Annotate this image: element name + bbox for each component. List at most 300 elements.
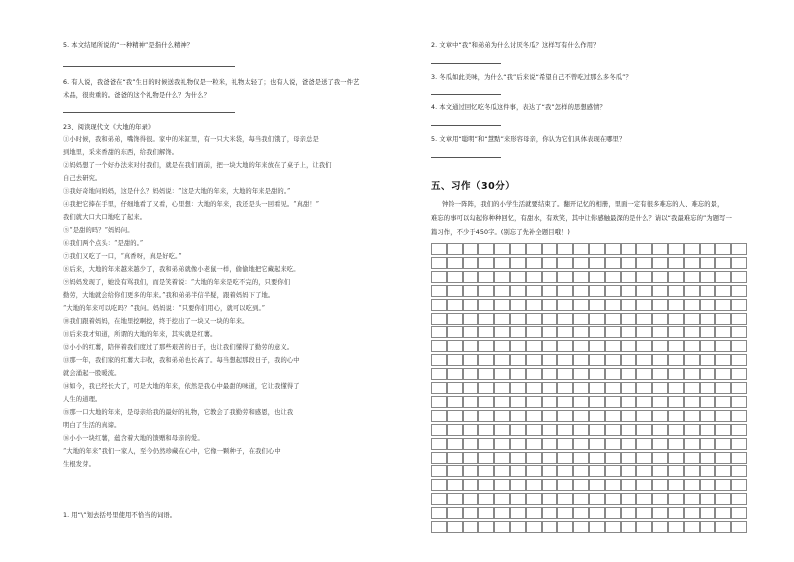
grid-cell[interactable]	[510, 452, 526, 464]
grid-cell[interactable]	[478, 326, 494, 338]
grid-cell[interactable]	[605, 521, 621, 533]
grid-cell[interactable]	[605, 257, 621, 269]
grid-cell[interactable]	[684, 521, 700, 533]
grid-cell[interactable]	[494, 438, 510, 450]
grid-cell[interactable]	[700, 465, 716, 477]
grid-cell[interactable]	[589, 424, 605, 436]
grid-cell[interactable]	[605, 493, 621, 505]
grid-cell[interactable]	[447, 313, 463, 325]
grid-cell[interactable]	[684, 243, 700, 255]
grid-cell[interactable]	[510, 438, 526, 450]
grid-cell[interactable]	[700, 396, 716, 408]
grid-cell[interactable]	[447, 271, 463, 283]
grid-cell[interactable]	[478, 257, 494, 269]
grid-cell[interactable]	[494, 452, 510, 464]
grid-cell[interactable]	[478, 368, 494, 380]
grid-cell[interactable]	[447, 326, 463, 338]
grid-cell[interactable]	[731, 465, 747, 477]
grid-cell[interactable]	[605, 479, 621, 491]
grid-cell[interactable]	[621, 313, 637, 325]
grid-cell[interactable]	[463, 285, 479, 297]
grid-cell[interactable]	[463, 340, 479, 352]
grid-cell[interactable]	[494, 424, 510, 436]
grid-cell[interactable]	[447, 382, 463, 394]
grid-cell[interactable]	[700, 313, 716, 325]
grid-cell[interactable]	[557, 257, 573, 269]
grid-cell[interactable]	[621, 271, 637, 283]
grid-cell[interactable]	[700, 271, 716, 283]
grid-cell[interactable]	[463, 326, 479, 338]
grid-cell[interactable]	[526, 313, 542, 325]
grid-cell[interactable]	[636, 493, 652, 505]
grid-cell[interactable]	[652, 340, 668, 352]
grid-cell[interactable]	[684, 465, 700, 477]
grid-cell[interactable]	[526, 479, 542, 491]
grid-cell[interactable]	[542, 271, 558, 283]
grid-cell[interactable]	[447, 521, 463, 533]
grid-cell[interactable]	[700, 340, 716, 352]
grid-cell[interactable]	[636, 271, 652, 283]
grid-cell[interactable]	[494, 257, 510, 269]
grid-cell[interactable]	[526, 271, 542, 283]
grid-cell[interactable]	[447, 285, 463, 297]
grid-cell[interactable]	[589, 438, 605, 450]
grid-cell[interactable]	[526, 257, 542, 269]
grid-cell[interactable]	[636, 382, 652, 394]
grid-cell[interactable]	[494, 285, 510, 297]
grid-cell[interactable]	[494, 243, 510, 255]
grid-cell[interactable]	[589, 285, 605, 297]
grid-cell[interactable]	[510, 396, 526, 408]
grid-cell[interactable]	[715, 382, 731, 394]
grid-cell[interactable]	[557, 368, 573, 380]
grid-cell[interactable]	[715, 424, 731, 436]
grid-cell[interactable]	[731, 299, 747, 311]
grid-cell[interactable]	[494, 299, 510, 311]
grid-cell[interactable]	[668, 299, 684, 311]
grid-cell[interactable]	[668, 271, 684, 283]
grid-cell[interactable]	[526, 465, 542, 477]
grid-cell[interactable]	[684, 257, 700, 269]
grid-cell[interactable]	[589, 257, 605, 269]
grid-cell[interactable]	[700, 507, 716, 519]
grid-cell[interactable]	[715, 438, 731, 450]
grid-cell[interactable]	[605, 340, 621, 352]
grid-cell[interactable]	[478, 382, 494, 394]
grid-cell[interactable]	[510, 257, 526, 269]
grid-cell[interactable]	[589, 326, 605, 338]
grid-cell[interactable]	[510, 326, 526, 338]
grid-cell[interactable]	[636, 410, 652, 422]
grid-cell[interactable]	[731, 354, 747, 366]
grid-cell[interactable]	[700, 493, 716, 505]
grid-cell[interactable]	[715, 368, 731, 380]
grid-cell[interactable]	[573, 313, 589, 325]
grid-cell[interactable]	[652, 507, 668, 519]
grid-cell[interactable]	[589, 382, 605, 394]
grid-cell[interactable]	[652, 452, 668, 464]
grid-cell[interactable]	[731, 257, 747, 269]
grid-cell[interactable]	[731, 396, 747, 408]
grid-cell[interactable]	[431, 493, 447, 505]
grid-cell[interactable]	[463, 465, 479, 477]
grid-cell[interactable]	[510, 285, 526, 297]
grid-cell[interactable]	[700, 243, 716, 255]
grid-cell[interactable]	[700, 479, 716, 491]
grid-cell[interactable]	[589, 313, 605, 325]
grid-cell[interactable]	[557, 493, 573, 505]
grid-cell[interactable]	[589, 521, 605, 533]
grid-cell[interactable]	[621, 507, 637, 519]
grid-cell[interactable]	[589, 299, 605, 311]
grid-cell[interactable]	[557, 507, 573, 519]
grid-cell[interactable]	[573, 326, 589, 338]
grid-cell[interactable]	[447, 479, 463, 491]
grid-cell[interactable]	[447, 243, 463, 255]
grid-cell[interactable]	[700, 410, 716, 422]
grid-cell[interactable]	[573, 424, 589, 436]
grid-cell[interactable]	[715, 243, 731, 255]
grid-cell[interactable]	[542, 382, 558, 394]
grid-cell[interactable]	[731, 368, 747, 380]
grid-cell[interactable]	[494, 271, 510, 283]
grid-cell[interactable]	[526, 382, 542, 394]
grid-cell[interactable]	[447, 493, 463, 505]
grid-cell[interactable]	[652, 257, 668, 269]
grid-cell[interactable]	[684, 354, 700, 366]
grid-cell[interactable]	[463, 368, 479, 380]
grid-cell[interactable]	[700, 424, 716, 436]
grid-cell[interactable]	[684, 313, 700, 325]
grid-cell[interactable]	[463, 299, 479, 311]
grid-cell[interactable]	[652, 271, 668, 283]
grid-cell[interactable]	[573, 465, 589, 477]
grid-cell[interactable]	[542, 340, 558, 352]
grid-cell[interactable]	[652, 465, 668, 477]
grid-cell[interactable]	[700, 382, 716, 394]
grid-cell[interactable]	[542, 243, 558, 255]
grid-cell[interactable]	[684, 326, 700, 338]
grid-cell[interactable]	[715, 465, 731, 477]
grid-cell[interactable]	[510, 271, 526, 283]
grid-cell[interactable]	[715, 507, 731, 519]
grid-cell[interactable]	[557, 271, 573, 283]
grid-cell[interactable]	[700, 354, 716, 366]
grid-cell[interactable]	[589, 507, 605, 519]
grid-cell[interactable]	[652, 521, 668, 533]
grid-cell[interactable]	[494, 479, 510, 491]
grid-cell[interactable]	[636, 424, 652, 436]
grid-cell[interactable]	[573, 340, 589, 352]
grid-cell[interactable]	[652, 410, 668, 422]
grid-cell[interactable]	[478, 340, 494, 352]
grid-cell[interactable]	[589, 410, 605, 422]
grid-cell[interactable]	[652, 313, 668, 325]
grid-cell[interactable]	[621, 285, 637, 297]
grid-cell[interactable]	[510, 299, 526, 311]
grid-cell[interactable]	[573, 493, 589, 505]
grid-cell[interactable]	[431, 452, 447, 464]
grid-cell[interactable]	[684, 410, 700, 422]
grid-cell[interactable]	[463, 438, 479, 450]
grid-cell[interactable]	[526, 354, 542, 366]
grid-cell[interactable]	[652, 438, 668, 450]
grid-cell[interactable]	[510, 340, 526, 352]
grid-cell[interactable]	[573, 243, 589, 255]
grid-cell[interactable]	[668, 354, 684, 366]
grid-cell[interactable]	[573, 507, 589, 519]
grid-cell[interactable]	[621, 382, 637, 394]
grid-cell[interactable]	[463, 271, 479, 283]
grid-cell[interactable]	[447, 368, 463, 380]
grid-cell[interactable]	[573, 521, 589, 533]
grid-cell[interactable]	[478, 424, 494, 436]
grid-cell[interactable]	[542, 299, 558, 311]
grid-cell[interactable]	[668, 382, 684, 394]
grid-cell[interactable]	[494, 368, 510, 380]
grid-cell[interactable]	[715, 452, 731, 464]
grid-cell[interactable]	[621, 326, 637, 338]
grid-cell[interactable]	[431, 410, 447, 422]
grid-cell[interactable]	[605, 243, 621, 255]
grid-cell[interactable]	[621, 340, 637, 352]
grid-cell[interactable]	[510, 243, 526, 255]
grid-cell[interactable]	[684, 285, 700, 297]
grid-cell[interactable]	[589, 479, 605, 491]
grid-cell[interactable]	[510, 410, 526, 422]
grid-cell[interactable]	[605, 396, 621, 408]
grid-cell[interactable]	[463, 507, 479, 519]
grid-cell[interactable]	[684, 452, 700, 464]
grid-cell[interactable]	[478, 271, 494, 283]
grid-cell[interactable]	[557, 326, 573, 338]
grid-cell[interactable]	[431, 326, 447, 338]
grid-cell[interactable]	[431, 313, 447, 325]
grid-cell[interactable]	[636, 299, 652, 311]
grid-cell[interactable]	[557, 479, 573, 491]
grid-cell[interactable]	[542, 410, 558, 422]
grid-cell[interactable]	[605, 465, 621, 477]
grid-cell[interactable]	[431, 243, 447, 255]
grid-cell[interactable]	[684, 368, 700, 380]
grid-cell[interactable]	[478, 465, 494, 477]
grid-cell[interactable]	[636, 368, 652, 380]
grid-cell[interactable]	[731, 285, 747, 297]
grid-cell[interactable]	[542, 354, 558, 366]
grid-cell[interactable]	[589, 340, 605, 352]
grid-cell[interactable]	[573, 452, 589, 464]
grid-cell[interactable]	[636, 326, 652, 338]
grid-cell[interactable]	[542, 479, 558, 491]
grid-cell[interactable]	[715, 257, 731, 269]
grid-cell[interactable]	[463, 382, 479, 394]
grid-cell[interactable]	[621, 493, 637, 505]
grid-cell[interactable]	[447, 452, 463, 464]
grid-cell[interactable]	[668, 424, 684, 436]
grid-cell[interactable]	[557, 424, 573, 436]
grid-cell[interactable]	[526, 340, 542, 352]
grid-cell[interactable]	[605, 285, 621, 297]
grid-cell[interactable]	[700, 452, 716, 464]
grid-cell[interactable]	[573, 368, 589, 380]
grid-cell[interactable]	[715, 410, 731, 422]
grid-cell[interactable]	[478, 410, 494, 422]
grid-cell[interactable]	[636, 521, 652, 533]
grid-cell[interactable]	[636, 340, 652, 352]
grid-cell[interactable]	[621, 396, 637, 408]
grid-cell[interactable]	[510, 521, 526, 533]
grid-cell[interactable]	[542, 368, 558, 380]
grid-cell[interactable]	[700, 368, 716, 380]
grid-cell[interactable]	[589, 396, 605, 408]
grid-cell[interactable]	[652, 243, 668, 255]
grid-cell[interactable]	[668, 285, 684, 297]
grid-cell[interactable]	[731, 340, 747, 352]
grid-cell[interactable]	[731, 493, 747, 505]
grid-cell[interactable]	[557, 354, 573, 366]
grid-cell[interactable]	[684, 493, 700, 505]
grid-cell[interactable]	[431, 396, 447, 408]
grid-cell[interactable]	[668, 410, 684, 422]
grid-cell[interactable]	[652, 285, 668, 297]
grid-cell[interactable]	[621, 354, 637, 366]
grid-cell[interactable]	[431, 368, 447, 380]
grid-cell[interactable]	[431, 465, 447, 477]
grid-cell[interactable]	[668, 507, 684, 519]
grid-cell[interactable]	[605, 382, 621, 394]
grid-cell[interactable]	[684, 382, 700, 394]
grid-cell[interactable]	[605, 507, 621, 519]
grid-cell[interactable]	[526, 285, 542, 297]
grid-cell[interactable]	[447, 340, 463, 352]
grid-cell[interactable]	[715, 299, 731, 311]
grid-cell[interactable]	[557, 410, 573, 422]
grid-cell[interactable]	[668, 521, 684, 533]
grid-cell[interactable]	[526, 438, 542, 450]
grid-cell[interactable]	[463, 257, 479, 269]
grid-cell[interactable]	[431, 271, 447, 283]
grid-cell[interactable]	[684, 424, 700, 436]
grid-cell[interactable]	[573, 438, 589, 450]
grid-cell[interactable]	[478, 243, 494, 255]
grid-cell[interactable]	[715, 285, 731, 297]
grid-cell[interactable]	[542, 396, 558, 408]
grid-cell[interactable]	[652, 382, 668, 394]
grid-cell[interactable]	[494, 326, 510, 338]
grid-cell[interactable]	[510, 424, 526, 436]
grid-cell[interactable]	[463, 243, 479, 255]
grid-cell[interactable]	[526, 424, 542, 436]
grid-cell[interactable]	[526, 521, 542, 533]
grid-cell[interactable]	[700, 521, 716, 533]
grid-cell[interactable]	[605, 313, 621, 325]
grid-cell[interactable]	[526, 452, 542, 464]
grid-cell[interactable]	[573, 271, 589, 283]
grid-cell[interactable]	[557, 299, 573, 311]
grid-cell[interactable]	[636, 396, 652, 408]
grid-cell[interactable]	[573, 299, 589, 311]
grid-cell[interactable]	[715, 271, 731, 283]
grid-cell[interactable]	[668, 340, 684, 352]
grid-cell[interactable]	[668, 257, 684, 269]
grid-cell[interactable]	[542, 507, 558, 519]
grid-cell[interactable]	[557, 452, 573, 464]
grid-cell[interactable]	[652, 424, 668, 436]
grid-cell[interactable]	[526, 326, 542, 338]
grid-cell[interactable]	[494, 410, 510, 422]
grid-cell[interactable]	[636, 438, 652, 450]
grid-cell[interactable]	[463, 479, 479, 491]
grid-cell[interactable]	[447, 507, 463, 519]
grid-cell[interactable]	[478, 521, 494, 533]
grid-cell[interactable]	[542, 493, 558, 505]
grid-cell[interactable]	[636, 507, 652, 519]
grid-cell[interactable]	[636, 243, 652, 255]
grid-cell[interactable]	[605, 299, 621, 311]
grid-cell[interactable]	[731, 424, 747, 436]
grid-cell[interactable]	[636, 313, 652, 325]
grid-cell[interactable]	[542, 285, 558, 297]
grid-cell[interactable]	[463, 313, 479, 325]
grid-cell[interactable]	[542, 452, 558, 464]
grid-cell[interactable]	[573, 382, 589, 394]
grid-cell[interactable]	[621, 438, 637, 450]
grid-cell[interactable]	[431, 299, 447, 311]
grid-cell[interactable]	[715, 326, 731, 338]
grid-cell[interactable]	[573, 354, 589, 366]
grid-cell[interactable]	[557, 313, 573, 325]
grid-cell[interactable]	[431, 479, 447, 491]
grid-cell[interactable]	[478, 507, 494, 519]
grid-cell[interactable]	[684, 396, 700, 408]
grid-cell[interactable]	[589, 354, 605, 366]
grid-cell[interactable]	[478, 396, 494, 408]
grid-cell[interactable]	[478, 438, 494, 450]
grid-cell[interactable]	[573, 410, 589, 422]
grid-cell[interactable]	[636, 354, 652, 366]
grid-cell[interactable]	[510, 507, 526, 519]
grid-cell[interactable]	[557, 340, 573, 352]
grid-cell[interactable]	[731, 243, 747, 255]
grid-cell[interactable]	[652, 368, 668, 380]
grid-cell[interactable]	[510, 313, 526, 325]
grid-cell[interactable]	[668, 368, 684, 380]
grid-cell[interactable]	[621, 465, 637, 477]
grid-cell[interactable]	[494, 465, 510, 477]
grid-cell[interactable]	[621, 521, 637, 533]
grid-cell[interactable]	[700, 326, 716, 338]
grid-cell[interactable]	[510, 368, 526, 380]
grid-cell[interactable]	[621, 452, 637, 464]
grid-cell[interactable]	[494, 382, 510, 394]
grid-cell[interactable]	[700, 438, 716, 450]
grid-cell[interactable]	[463, 452, 479, 464]
grid-cell[interactable]	[636, 465, 652, 477]
grid-cell[interactable]	[526, 410, 542, 422]
grid-cell[interactable]	[431, 424, 447, 436]
grid-cell[interactable]	[478, 452, 494, 464]
grid-cell[interactable]	[526, 299, 542, 311]
grid-cell[interactable]	[542, 326, 558, 338]
grid-cell[interactable]	[684, 438, 700, 450]
grid-cell[interactable]	[621, 257, 637, 269]
grid-cell[interactable]	[621, 243, 637, 255]
grid-cell[interactable]	[573, 257, 589, 269]
grid-cell[interactable]	[621, 368, 637, 380]
grid-cell[interactable]	[526, 396, 542, 408]
grid-cell[interactable]	[715, 396, 731, 408]
grid-cell[interactable]	[478, 285, 494, 297]
